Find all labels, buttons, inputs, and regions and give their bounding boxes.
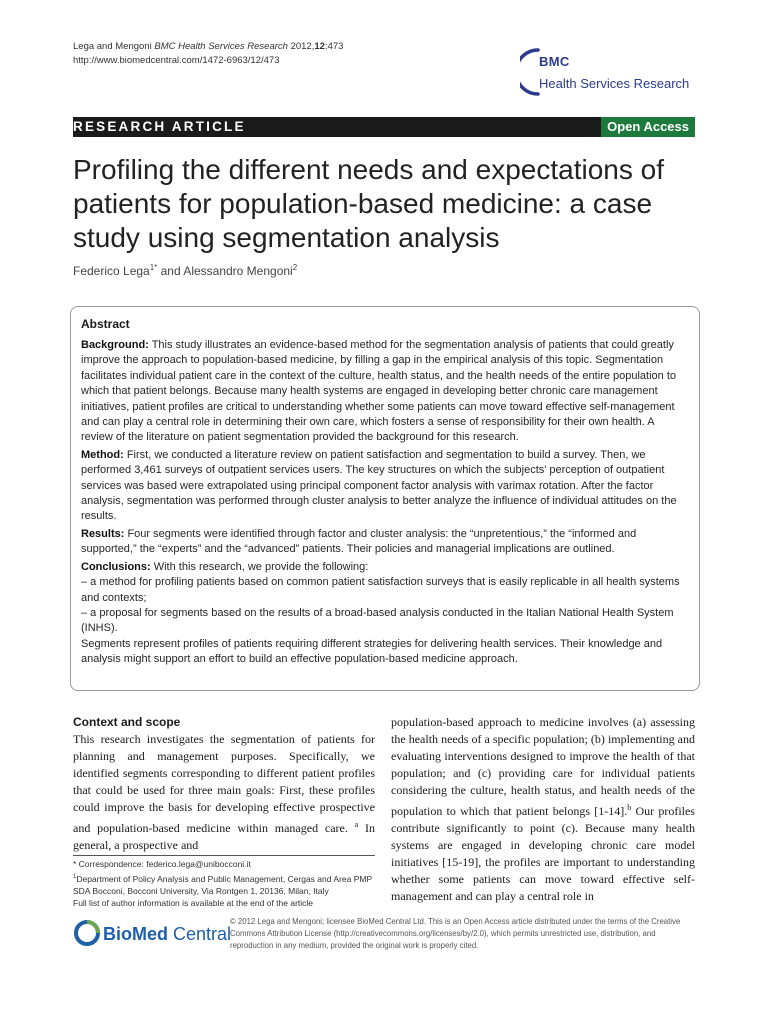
author-1[interactable]: Federico Lega [73, 264, 150, 278]
author-1-affil: 1* [149, 263, 158, 272]
citation-year: 2012, [290, 41, 315, 52]
abstract-results [81, 527, 685, 558]
section-heading: Context and scope [73, 715, 181, 729]
journal-logo-name: Health Services Research [539, 76, 690, 91]
right-text-1: population-based approach to medicine involves (a) assessing the health needs of a specific population; (b) implementing and evaluating interventions designed to improve the health of that population; and (c) providing care for individual patients considering the culture, health status, and health needs of the population to which that patient belongs [1-14]. [391, 715, 695, 818]
abstract-method [81, 448, 685, 525]
conclusion-bullet-1: – a method for profiling patients based on common patient satisfaction surveys that is easily replicable in all health systems and contexts; [81, 576, 680, 604]
publisher-logo [73, 919, 232, 949]
author-2-affil: 2 [292, 263, 298, 272]
correspondence[interactable]: * Correspondence: federico.lega@unibocconi.it [73, 859, 251, 869]
footnote-divider [73, 855, 375, 856]
license-statement: © 2012 Lega and Mengoni; licensee BioMed Central Ltd. This is an Open Access article distributed under the terms of the Creative Commons Attribution License (http://creativecommons.org/licenses/by/2.0), which permits unrestricted use, distribution, and reproduction in any medium, provided the original work is properly cited. [230, 917, 681, 950]
open-access-badge: Open Access [601, 117, 695, 137]
article-title: Profiling the different needs and expectations of patients for population-based medicine: a case study using segmentation analysis [73, 154, 664, 253]
abstract-background [81, 338, 685, 446]
body-right-column [391, 714, 695, 905]
conclusion-bullet-2: – a proposal for segments based on the results of a broad-based analysis conducted in the Italian National Health System (INHS). [81, 606, 674, 635]
biomed-circle-icon [73, 919, 101, 947]
author-info-note: Full list of author information is available at the end of the article [73, 898, 314, 909]
affiliation-text: Department of Policy Analysis and Public Management, Cergas and Area PMP SDA Bocconi, Bocconi University, Via Rontgen 1, 20136, Milan, Italy [73, 873, 372, 896]
footnotes [73, 858, 375, 910]
abstract-conclusions [81, 560, 685, 575]
citation-url[interactable]: http://www.biomedcentral.com/1472-6963/12/473 [73, 55, 280, 66]
affiliation [73, 871, 375, 898]
abstract-box [70, 306, 700, 691]
citation-volume: 12 [314, 41, 325, 52]
results-label: Results: [81, 527, 125, 540]
method-text: First, we conducted a literature review on patient satisfaction and segmentation to build a survey. Then, we performed 3,461 surveys of outpatient services users. The key structures on which the subjects' perception of outpatient services was based were extrapolated using principal component factor analysis with varimax rotation. After the factor analysis, segmentation was performed through cluster analysis to better analyze the influence of individual attitudes on the results. [81, 448, 677, 523]
citation-authors: Lega and Mengoni [73, 41, 152, 52]
publisher-bio: BioMed [103, 924, 168, 944]
author-2[interactable]: Alessandro Mengoni [183, 264, 293, 278]
conclusion-closing: Segments represent profiles of patients requiring different strategies for delivering health services. Their knowledge and analysis might support an effort to build an effective population-based medicine approach. [81, 637, 663, 666]
abstract-body [81, 338, 685, 668]
abstract-heading: Abstract [81, 317, 130, 331]
journal-logo-bmc: BMC [539, 54, 570, 69]
left-text-1: This research investigates the segmentation of patients for planning and management purposes. Specifically, we identified segments corresponding to different patient profiles that could be used for three main goals: First, these profiles could improve the basis for developing effective prospective and population-based medicine within managed care. [73, 732, 375, 835]
left-footnote-marker[interactable]: a [354, 820, 359, 829]
author-conjunction: and [157, 264, 184, 278]
background-text: This study illustrates an evidence-based method for the segmentation analysis of patients that could greatly improve the approach to population-based medicine, by filling a gap in the empirical analysis of this topic. Segmentation facilitates individual patient care in the context of the culture, health status, and the health needs of the entire population to which that patient belongs. Because many health systems are engaged in developing better chronic care management initiatives, patient profiles are critical to understanding whether some patients can move toward effective self-management and can play a central role in determining their own care, which fosters a sense of responsibility for their own health. A review of the literature on patient segmentation provided the background for this research. [81, 339, 677, 444]
citation-line [73, 40, 343, 54]
right-footnote-marker[interactable]: b [627, 803, 632, 812]
method-label: Method: [81, 448, 124, 461]
author-list [73, 263, 297, 278]
article-type-banner [73, 117, 695, 137]
left-text-2: In general, a prospective and [73, 821, 376, 852]
results-text: Four segments were identified through factor and cluster analysis: the “unpretentious,” the “informed and supported,” the “experts” and the “advanced” patients. Their policies and managerial implications are outlined. [81, 527, 637, 556]
conclusions-text: With this research, we provide the following: [150, 560, 369, 573]
conclusions-label: Conclusions: [81, 560, 151, 573]
publisher-name [103, 924, 231, 945]
journal-logo [520, 47, 700, 97]
right-text-2: Our profiles contribute significantly to point (c). Because many health systems are engaged in developing chronic care model initiatives [15-19], the profiles are important to understanding whether some patients can move toward effective self-management and can play a central role in [391, 804, 695, 903]
article-type: RESEARCH ARTICLE [73, 119, 246, 134]
background-label: Background: [81, 339, 149, 351]
citation-journal: BMC Health Services Research [154, 41, 288, 52]
citation-article: :473 [324, 41, 344, 52]
body-left-column [73, 731, 375, 854]
citation-header [73, 40, 343, 68]
affiliation-marker: 1 [73, 873, 77, 880]
publisher-central: Central [168, 924, 232, 944]
